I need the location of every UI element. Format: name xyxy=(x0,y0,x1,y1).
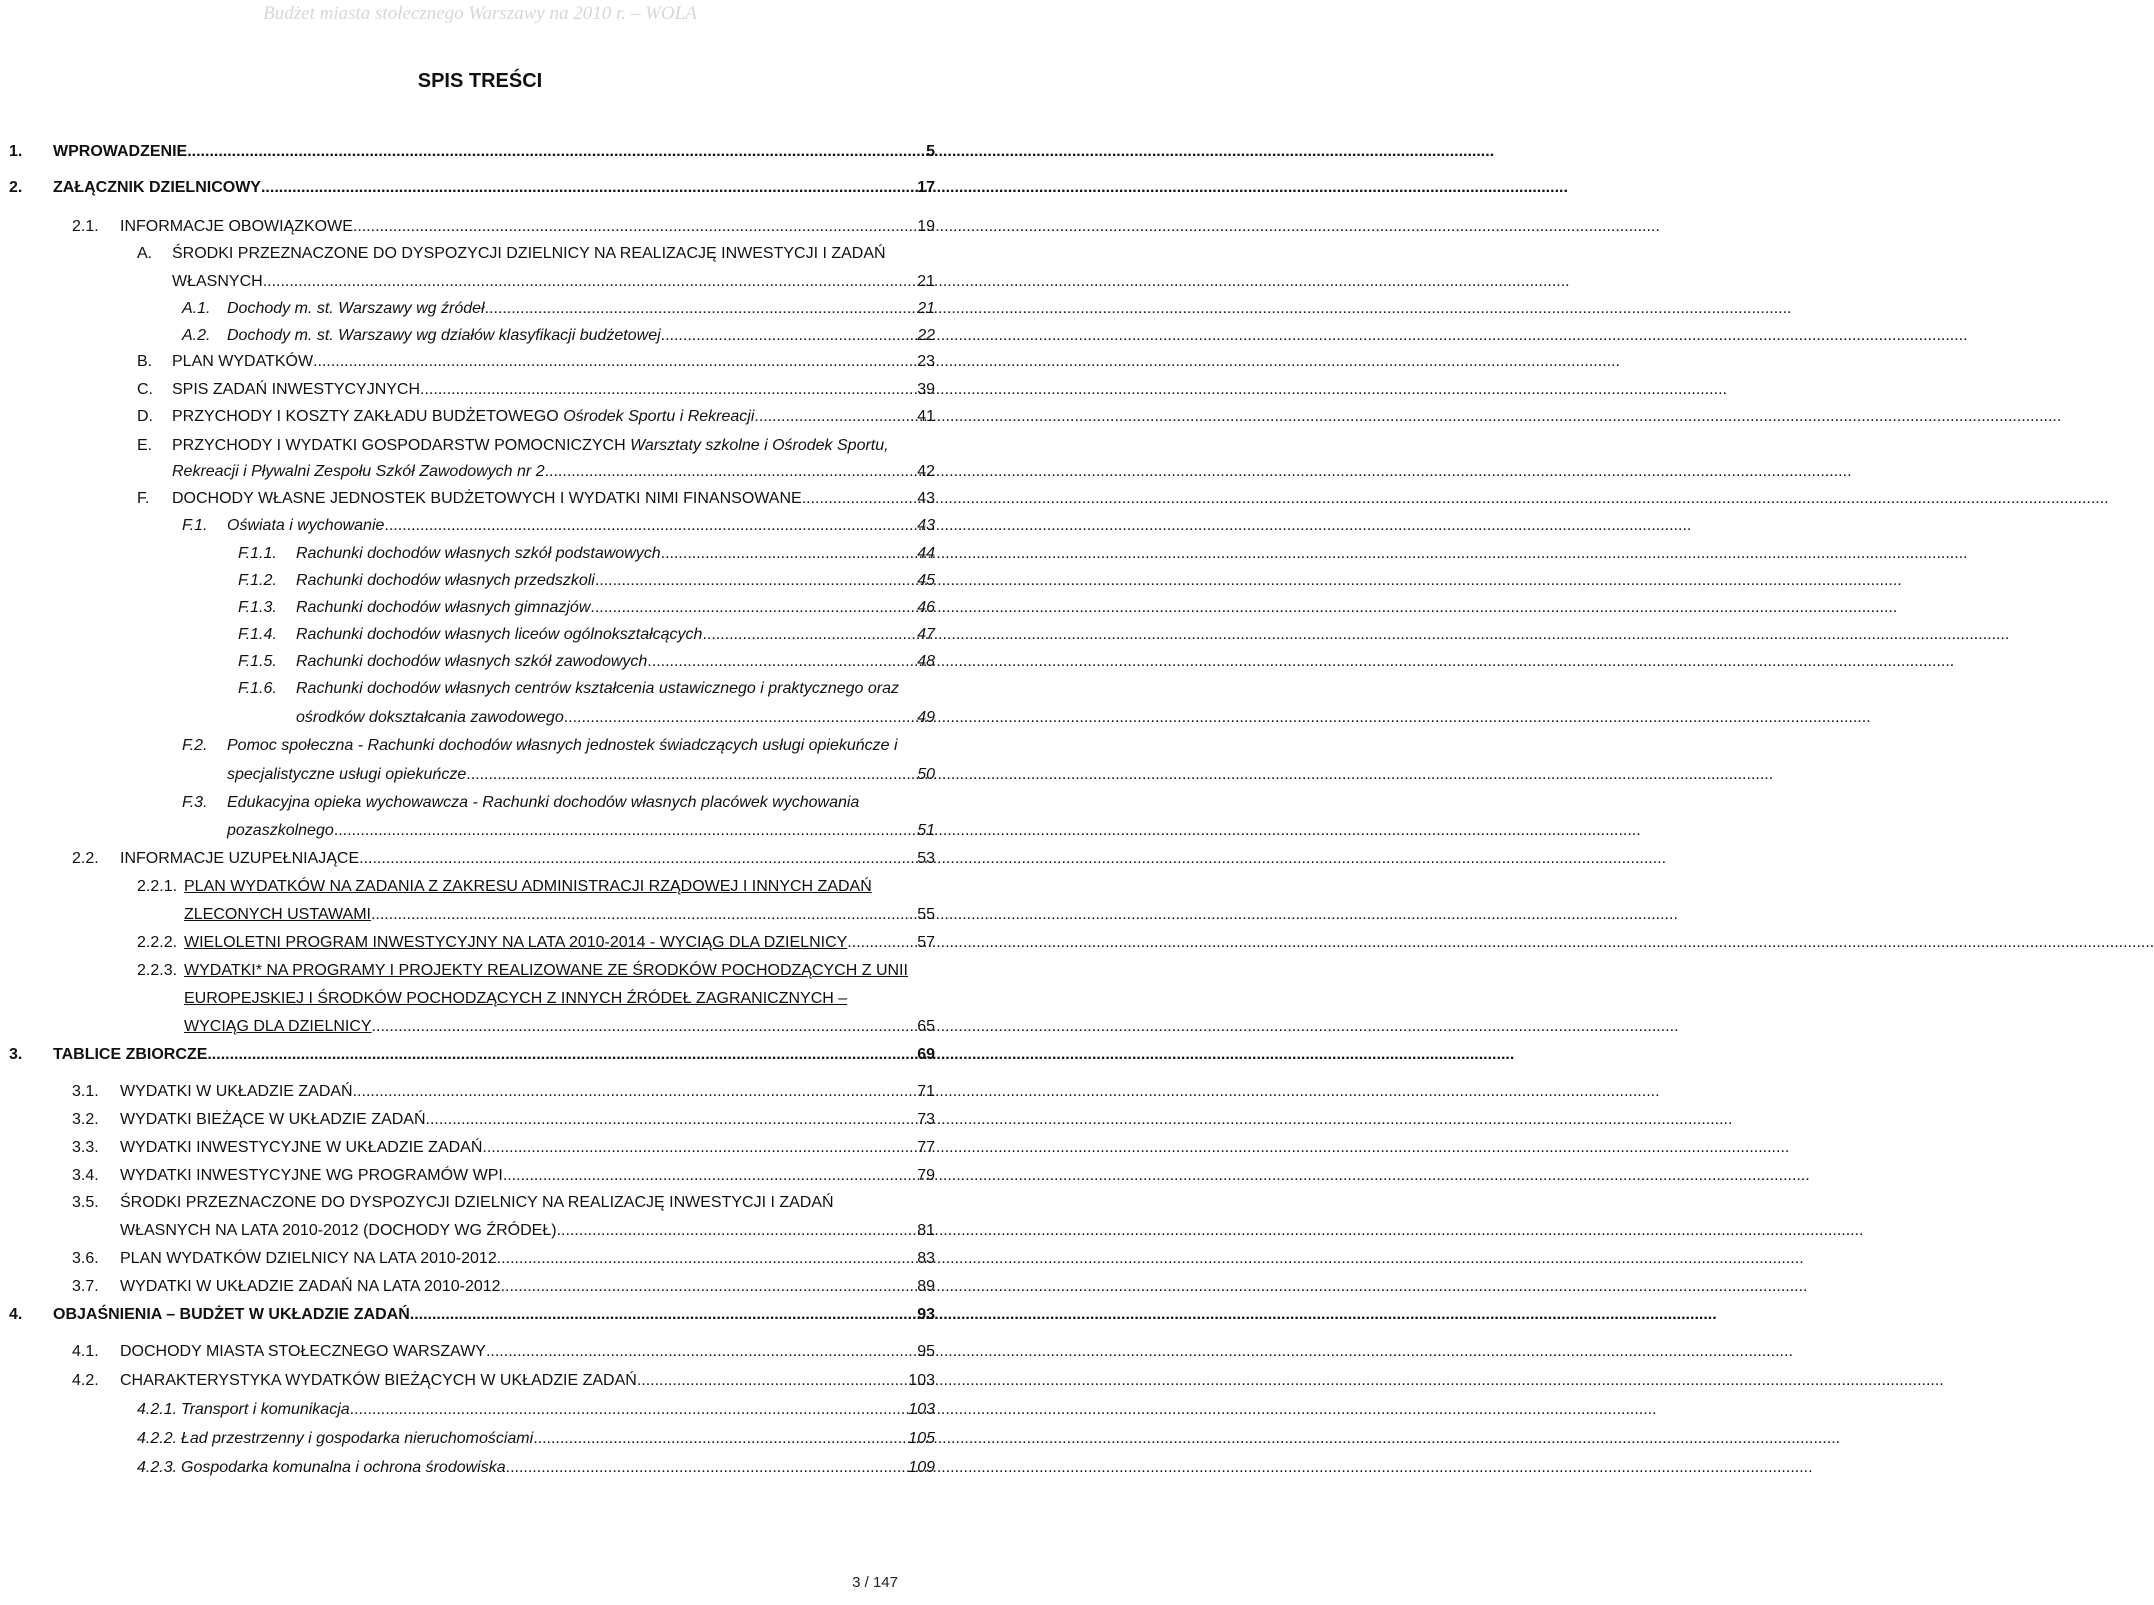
toc-page: 21 xyxy=(917,273,935,290)
toc-number: 2. xyxy=(9,179,23,196)
toc-number: F.3. xyxy=(182,794,208,811)
toc-leader xyxy=(590,599,916,617)
toc-page: 49 xyxy=(917,709,935,726)
toc-number: 4. xyxy=(9,1306,23,1323)
toc-title-cont: WYCIĄG DLA DZIELNICY xyxy=(184,1018,372,1035)
toc-entry-f-1-4[interactable] xyxy=(238,626,935,645)
toc-page: 43 xyxy=(917,517,935,534)
toc-entry-2-2-3-line1[interactable] xyxy=(137,962,937,981)
toc-entry-f-1-3[interactable] xyxy=(238,599,935,618)
toc-title: SPIS ZADAŃ INWESTYCYJNYCH xyxy=(172,381,421,398)
toc-entry-f-1-2[interactable] xyxy=(238,572,935,591)
toc-page: 71 xyxy=(917,1083,935,1100)
toc-number: F.1.6. xyxy=(238,680,277,697)
toc-entry-3-5-line1[interactable] xyxy=(72,1194,938,1213)
toc-number: 2.1. xyxy=(72,218,99,235)
toc-entry-a-2[interactable] xyxy=(182,327,935,346)
toc-entry-f-1-1[interactable] xyxy=(238,545,935,564)
toc-leader xyxy=(557,1222,917,1240)
toc-page: 89 xyxy=(917,1278,935,1295)
toc-number: A. xyxy=(137,245,153,262)
toc-number: B. xyxy=(137,353,153,370)
toc-title: Pomoc społeczna - Rachunki dochodów własnych jednostek świadczących usługi opiekuńcze i xyxy=(227,737,898,754)
toc-number: A.2. xyxy=(182,327,211,344)
toc-leader xyxy=(420,381,916,399)
toc-title: INFORMACJE UZUPEŁNIAJĄCE xyxy=(120,850,360,867)
toc-title: Dochody m. st. Warszawy wg źródeł xyxy=(227,300,485,317)
toc-leader xyxy=(482,1139,916,1157)
toc-leader xyxy=(497,1250,916,1268)
toc-entry-4-1[interactable] xyxy=(72,1343,935,1362)
toc-page: 103 xyxy=(908,1401,935,1418)
toc-title: PLAN WYDATKÓW xyxy=(172,353,314,370)
toc-number: F.1.2. xyxy=(238,572,277,589)
toc-entry-f-1-6-line2[interactable] xyxy=(296,709,935,728)
toc-page: 17 xyxy=(917,179,935,196)
toc-number: 1. xyxy=(9,143,23,160)
toc-page: 39 xyxy=(917,381,935,398)
toc-number: 4.1. xyxy=(72,1343,99,1360)
toc-leader xyxy=(637,1372,907,1390)
toc-title xyxy=(172,437,889,455)
toc-leader xyxy=(486,1343,916,1361)
toc-page: 95 xyxy=(917,1343,935,1360)
toc-title: Gospodarka komunalna i ochrona środowiska xyxy=(181,1459,506,1476)
toc-entry-2-2-1-line2[interactable] xyxy=(184,906,935,925)
toc-entry-a-line1[interactable] xyxy=(137,245,937,264)
toc-number: F.1.1. xyxy=(238,545,277,562)
toc-leader xyxy=(564,709,916,727)
toc-entry-3-6[interactable] xyxy=(72,1250,935,1269)
toc-entry-4-2-1[interactable] xyxy=(137,1401,935,1420)
toc-entry-3-1[interactable] xyxy=(72,1083,935,1102)
toc-leader xyxy=(847,934,916,952)
toc-title: Rachunki dochodów własnych centrów kształcenia ustawicznego i praktycznego oraz xyxy=(296,680,899,697)
toc-number: 3.5. xyxy=(72,1194,99,1211)
toc-title-cont: EUROPEJSKIEJ I ŚRODKÓW POCHODZĄCYCH Z INNYCH ŹRÓDEŁ ZAGRANICZNYCH – xyxy=(184,990,848,1007)
toc-number: 2.2.2. xyxy=(137,934,178,951)
toc-entry-2-2-3-line3[interactable] xyxy=(184,1018,935,1037)
toc-leader xyxy=(313,353,916,371)
toc-entry-2-2-2[interactable] xyxy=(137,934,935,953)
toc-number: 4.2.1. xyxy=(137,1401,178,1418)
toc-title: Rachunki dochodów własnych liceów ogólnokształcących xyxy=(296,626,703,643)
toc-page: 105 xyxy=(908,1430,935,1447)
toc-leader xyxy=(353,218,916,236)
toc-leader xyxy=(187,143,925,161)
toc-number: 2.2.3. xyxy=(137,962,178,979)
toc-page: 53 xyxy=(917,850,935,867)
toc-entry-3-3[interactable] xyxy=(72,1139,935,1158)
toc-leader xyxy=(466,766,916,784)
toc-page: 41 xyxy=(917,408,935,425)
toc-leader xyxy=(372,1018,917,1036)
toc-leader xyxy=(506,1459,908,1477)
toc-title-cont: ZLECONYCH USTAWAMI xyxy=(184,906,371,923)
toc-title: WPROWADZENIE xyxy=(53,143,188,160)
toc-number: 2.2. xyxy=(72,850,99,867)
toc-entry-f-3-line2[interactable] xyxy=(227,822,935,841)
toc-title: Rachunki dochodów własnych gimnazjów xyxy=(296,599,591,616)
toc-title-cont: specjalistyczne usługi opiekuńcze xyxy=(227,766,467,783)
toc-entry-f-1-5[interactable] xyxy=(238,653,935,672)
toc-leader xyxy=(533,1430,907,1448)
toc-title: ZAŁĄCZNIK DZIELNICOWY xyxy=(53,179,261,196)
toc-number: F.2. xyxy=(182,737,208,754)
toc-title-italic: Ośrodek Sportu i Rekreacji xyxy=(563,408,755,425)
toc-page: 5 xyxy=(926,143,935,160)
toc-entry-3-7[interactable] xyxy=(72,1278,935,1297)
page-indicator: 3 / 147 xyxy=(852,1574,898,1591)
toc-page: 81 xyxy=(917,1222,935,1239)
toc-entry-2[interactable] xyxy=(9,179,935,198)
toc-page: 65 xyxy=(917,1018,935,1035)
toc-entry-1[interactable] xyxy=(9,143,935,162)
toc-number: 4.2.3. xyxy=(137,1459,178,1476)
toc-entry-a-line2[interactable] xyxy=(172,273,935,292)
toc-title-italic: Warsztaty szkolne i Ośrodek Sportu, xyxy=(630,437,889,454)
toc-title-cont: WŁASNYCH NA LATA 2010-2012 (DOCHODY WG ŹRÓDEŁ) xyxy=(120,1222,557,1239)
toc-entry-3-5-line2[interactable] xyxy=(120,1222,935,1241)
toc-leader xyxy=(384,517,916,535)
toc-number: 3.7. xyxy=(72,1278,99,1295)
toc-page: 57 xyxy=(917,934,935,951)
toc-entry-2-2[interactable] xyxy=(72,850,935,869)
toc-number: F. xyxy=(137,490,150,507)
toc-title-main: PRZYCHODY I KOSZTY ZAKŁADU BUDŻETOWEGO xyxy=(172,408,559,425)
toc-entry-f-3-line1[interactable] xyxy=(182,794,938,813)
toc-title-cont: WŁASNYCH xyxy=(172,273,263,290)
toc-leader xyxy=(334,822,916,840)
toc-title: WIELOLETNI PROGRAM INWESTYCYJNY NA LATA 2010-2014 - WYCIĄG DLA DZIELNICY xyxy=(184,934,848,951)
toc-page: 69 xyxy=(917,1046,935,1063)
toc-page: 42 xyxy=(917,463,935,480)
toc-leader xyxy=(426,1111,917,1129)
toc-title: Transport i komunikacja xyxy=(181,1401,350,1418)
toc-number: 3.3. xyxy=(72,1139,99,1156)
toc-title: Oświata i wychowanie xyxy=(227,517,385,534)
toc-entry-e-line1[interactable] xyxy=(137,437,937,456)
toc-title: DOCHODY MIASTA STOŁECZNEGO WARSZAWY xyxy=(120,1343,486,1360)
toc-title-main: PRZYCHODY I WYDATKI GOSPODARSTW POMOCNICZYCH xyxy=(172,437,626,454)
toc-leader xyxy=(410,1306,916,1324)
toc-title: WYDATKI* NA PROGRAMY I PROJEKTY REALIZOWANE ZE ŚRODKÓW POCHODZĄCYCH Z UNII xyxy=(184,962,908,979)
toc-title: Rachunki dochodów własnych szkół podstawowych xyxy=(296,545,661,562)
toc-entry-4[interactable] xyxy=(9,1306,935,1325)
toc-page: 50 xyxy=(917,766,935,783)
toc-page: 55 xyxy=(917,906,935,923)
toc-leader xyxy=(545,463,917,481)
toc-leader xyxy=(702,626,916,644)
toc-title: WYDATKI INWESTYCYJNE WG PROGRAMÓW WPI xyxy=(120,1167,503,1184)
toc-leader xyxy=(207,1046,916,1064)
toc-leader xyxy=(754,408,916,426)
toc-number: A.1. xyxy=(182,300,211,317)
toc-entry-e-line2[interactable] xyxy=(172,463,935,482)
toc-entry-2-1[interactable] xyxy=(72,218,935,237)
toc-title: TABLICE ZBIORCZE xyxy=(53,1046,208,1063)
toc-title: Rachunki dochodów własnych przedszkoli xyxy=(296,572,595,589)
toc-number: D. xyxy=(137,408,153,425)
toc-entry-f-1-6-line1[interactable] xyxy=(238,680,938,699)
toc-number: 3.1. xyxy=(72,1083,99,1100)
toc-title: ŚRODKI PRZEZNACZONE DO DYSPOZYCJI DZIELNICY NA REALIZACJĘ INWESTYCJI I ZADAŃ xyxy=(172,245,886,262)
toc-title: WYDATKI W UKŁADZIE ZADAŃ xyxy=(120,1083,353,1100)
toc-leader xyxy=(802,490,917,508)
toc-title-cont: pozaszkolnego xyxy=(227,822,334,839)
toc-number: F.1.4. xyxy=(238,626,277,643)
toc-entry-4-2-2[interactable] xyxy=(137,1430,935,1449)
toc-page: 109 xyxy=(908,1459,935,1476)
page-title: SPIS TREŚCI xyxy=(417,70,543,92)
toc-number: F.1. xyxy=(182,517,208,534)
toc-page: 103 xyxy=(908,1372,935,1389)
toc-leader xyxy=(503,1167,916,1185)
toc-page: 77 xyxy=(917,1139,935,1156)
toc-leader xyxy=(359,850,916,868)
toc-title: CHARAKTERYSTYKA WYDATKÓW BIEŻĄCYCH W UKŁADZIE ZADAŃ xyxy=(120,1372,637,1389)
toc-leader xyxy=(661,327,917,345)
toc-title: ŚRODKI PRZEZNACZONE DO DYSPOZYCJI DZIELNICY NA REALIZACJĘ INWESTYCJI I ZADAŃ xyxy=(120,1194,834,1211)
toc-entry-2-2-3-line2[interactable] xyxy=(184,990,937,1009)
toc-entry-f-1[interactable] xyxy=(182,517,935,536)
toc-leader xyxy=(353,1083,917,1101)
toc-page: 45 xyxy=(917,572,935,589)
toc-entry-4-2[interactable] xyxy=(72,1372,935,1391)
toc-leader xyxy=(661,545,917,563)
toc-number: E. xyxy=(137,437,153,454)
toc-entry-2-2-1-line1[interactable] xyxy=(137,878,937,897)
toc-title: WYDATKI BIEŻĄCE W UKŁADZIE ZADAŃ xyxy=(120,1111,426,1128)
toc-leader xyxy=(595,572,916,590)
toc-entry-f-2-line2[interactable] xyxy=(227,766,935,785)
toc-number: C. xyxy=(137,381,153,398)
toc-leader xyxy=(350,1401,908,1419)
toc-page: 93 xyxy=(917,1306,935,1323)
toc-page: 51 xyxy=(917,822,935,839)
toc-number: F.1.5. xyxy=(238,653,277,670)
toc-page: 83 xyxy=(917,1250,935,1267)
toc-page: 44 xyxy=(917,545,935,562)
toc-number: 3.6. xyxy=(72,1250,99,1267)
toc-leader xyxy=(261,179,916,197)
toc-entry-c[interactable] xyxy=(137,381,935,400)
toc-number: 4.2. xyxy=(72,1372,99,1389)
toc-number: 2.2.1. xyxy=(137,878,178,895)
toc-title: PLAN WYDATKÓW DZIELNICY NA LATA 2010-2012 xyxy=(120,1250,497,1267)
toc-title: DOCHODY WŁASNE JEDNOSTEK BUDŻETOWYCH I WYDATKI NIMI FINANSOWANE xyxy=(172,490,802,507)
toc-title-cont: Rekreacji i Pływalni Zespołu Szkół Zawodowych nr 2 xyxy=(172,463,545,480)
toc-number: 3. xyxy=(9,1046,23,1063)
toc-leader xyxy=(501,1278,917,1296)
toc-title-cont: ośrodków dokształcania zawodowego xyxy=(296,709,564,726)
toc-leader xyxy=(371,906,916,924)
toc-title: PLAN WYDATKÓW NA ZADANIA Z ZAKRESU ADMINISTRACJI RZĄDOWEJ I INNYCH ZADAŃ xyxy=(184,878,872,895)
toc-page: 23 xyxy=(917,353,935,370)
toc-leader xyxy=(263,273,917,291)
toc-entry-d[interactable] xyxy=(137,408,935,427)
toc-title: WYDATKI W UKŁADZIE ZADAŃ NA LATA 2010-2012 xyxy=(120,1278,501,1295)
toc-title: Dochody m. st. Warszawy wg działów klasyfikacji budżetowej xyxy=(227,327,661,344)
toc-number: F.1.3. xyxy=(238,599,277,616)
toc-number: 3.2. xyxy=(72,1111,99,1128)
toc-number: 3.4. xyxy=(72,1167,99,1184)
toc-entry-3-2[interactable] xyxy=(72,1111,935,1130)
toc-page: 46 xyxy=(917,599,935,616)
toc-title: Ład przestrzenny i gospodarka nieruchomościami xyxy=(181,1430,534,1447)
toc-page: 73 xyxy=(917,1111,935,1128)
toc-page: 47 xyxy=(917,626,935,643)
toc-entry-4-2-3[interactable] xyxy=(137,1459,935,1478)
toc-title: Edukacyjna opieka wychowawcza - Rachunki dochodów własnych placówek wychowania xyxy=(227,794,860,811)
toc-title xyxy=(172,408,754,426)
toc-entry-a-1[interactable] xyxy=(182,300,935,319)
toc-entry-3-4[interactable] xyxy=(72,1167,935,1186)
toc-title: Rachunki dochodów własnych szkół zawodowych xyxy=(296,653,648,670)
toc-page: 21 xyxy=(917,300,935,317)
toc-leader xyxy=(647,653,916,671)
toc-entry-f-2-line1[interactable] xyxy=(182,737,938,756)
toc-title: WYDATKI INWESTYCYJNE W UKŁADZIE ZADAŃ xyxy=(120,1139,483,1156)
toc-entry-b[interactable] xyxy=(137,353,935,372)
toc-number: 4.2.2. xyxy=(137,1430,178,1447)
toc-leader xyxy=(485,300,917,318)
toc-page: 43 xyxy=(917,490,935,507)
toc-title: OBJAŚNIENIA – BUDŻET W UKŁADZIE ZADAŃ xyxy=(53,1306,410,1323)
toc-page: 48 xyxy=(917,653,935,670)
toc-entry-f[interactable] xyxy=(137,490,935,509)
toc-page: 19 xyxy=(917,218,935,235)
running-header: Budżet miasta stołecznego Warszawy na 2010 r. – WOLA xyxy=(263,3,697,24)
toc-page: 22 xyxy=(917,327,935,344)
toc-entry-3[interactable] xyxy=(9,1046,935,1065)
toc-title: INFORMACJE OBOWIĄZKOWE xyxy=(120,218,353,235)
toc-page: 79 xyxy=(917,1167,935,1184)
